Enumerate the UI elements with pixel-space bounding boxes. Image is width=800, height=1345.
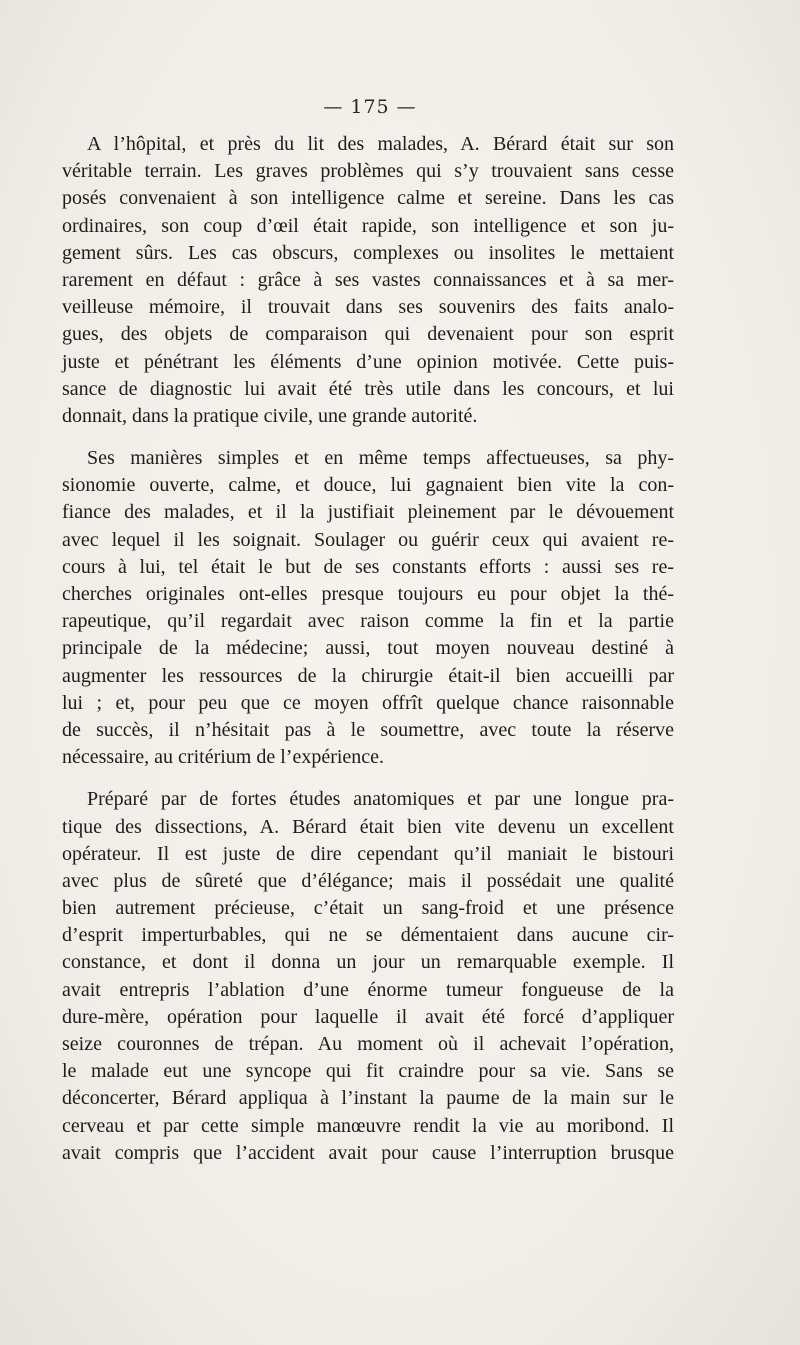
paragraph <box>62 786 674 1167</box>
text-line: veilleuse mémoire, il trouvait dans ses souvenirs des faits analo- <box>62 296 674 319</box>
text-line: lui ; et, pour peu que ce moyen offrît quelque chance raisonnable <box>62 691 674 714</box>
paragraph <box>62 131 674 430</box>
text-line: augmenter les ressources de la chirurgie était-il bien accueilli par <box>62 664 674 687</box>
text-line: sance de diagnostic lui avait été très utile dans les concours, et lui <box>62 377 674 400</box>
text-line: seize couronnes de trépan. Au moment où il achevait l’opération, <box>62 1033 674 1055</box>
text-line: avait entrepris l’ablation d’une énorme tumeur fongueuse de la <box>62 978 674 1001</box>
text-line: gement sûrs. Les cas obscurs, complexes ou insolites le mettaient <box>62 241 674 264</box>
text-line: gues, des objets de comparaison qui devenaient pour son esprit <box>62 323 674 346</box>
text-line: nécessaire, au critérium de l’expérience. <box>62 746 385 769</box>
text-line: rarement en défaut : grâce à ses vastes connaissances et à sa mer- <box>62 268 674 291</box>
text-line: avait compris que l’accident avait pour cause l’interruption brusque <box>62 1141 674 1164</box>
text-line: cherches originales ont-elles presque toujours eu pour objet la thé- <box>62 583 674 605</box>
text-line: Préparé par de fortes études anatomiques et par une longue pra- <box>87 788 674 811</box>
text-line: bien autrement précieuse, c’était un sang-froid et une présence <box>62 897 674 920</box>
text-line: fiance des malades, et il la justifiait pleinement par le dévouement <box>62 501 674 524</box>
text-line: constance, et dont il donna un jour un remarquable exemple. Il <box>62 951 674 974</box>
text-line: cours à lui, tel était le but de ses constants efforts : aussi ses re- <box>62 555 674 578</box>
text-line: A l’hôpital, et près du lit des malades, A. Bérard était sur son <box>87 133 674 155</box>
text-line: juste et pénétrant les éléments d’une opinion motivée. Cette puis- <box>62 350 674 373</box>
text-line: rapeutique, qu’il regardait avec raison comme la fin et la partie <box>62 610 674 633</box>
text-line: le malade eut une syncope qui fit craindre pour sa vie. Sans se <box>62 1060 674 1083</box>
page-number: — 175 — <box>323 96 417 118</box>
text-line: d’esprit imperturbables, qui ne se démentaient dans aucune cir- <box>62 924 674 947</box>
paragraph <box>62 445 674 771</box>
text-line: véritable terrain. Les graves problèmes qui s’y trouvaient sans cesse <box>62 160 674 183</box>
text-line: tique des dissections, A. Bérard était bien vite devenu un excellent <box>62 815 674 838</box>
text-line: posés convenaient à son intelligence calme et sereine. Dans les cas <box>62 187 674 210</box>
text-line: cerveau et par cette simple manœuvre rendit la vie au moribond. Il <box>62 1114 674 1137</box>
text-line: principale de la médecine; aussi, tout moyen nouveau destiné à <box>62 637 674 660</box>
text-line: donnait, dans la pratique civile, une grande autorité. <box>62 404 478 427</box>
text-line: déconcerter, Bérard appliqua à l’instant la paume de la main sur le <box>62 1087 674 1110</box>
text-line: de succès, il n’hésitait pas à le soumettre, avec toute la réserve <box>62 718 674 741</box>
text-line: Ses manières simples et en même temps affectueuses, sa phy- <box>87 447 674 470</box>
text-line: opérateur. Il est juste de dire cependant qu’il maniait le bistouri <box>62 842 674 865</box>
text-line: ordinaires, son coup d’œil était rapide, son intelligence et son ju- <box>62 214 674 237</box>
text-line: avec lequel il les soignait. Soulager ou guérir ceux qui avaient re- <box>62 528 674 551</box>
text-line: sionomie ouverte, calme, et douce, lui gagnaient bien vite la con- <box>62 474 674 497</box>
body-text <box>62 131 674 1182</box>
text-line: avec plus de sûreté que d’élégance; mais il possédait une qualité <box>62 869 674 892</box>
text-line: dure-mère, opération pour laquelle il avait été forcé d’appliquer <box>62 1005 674 1028</box>
